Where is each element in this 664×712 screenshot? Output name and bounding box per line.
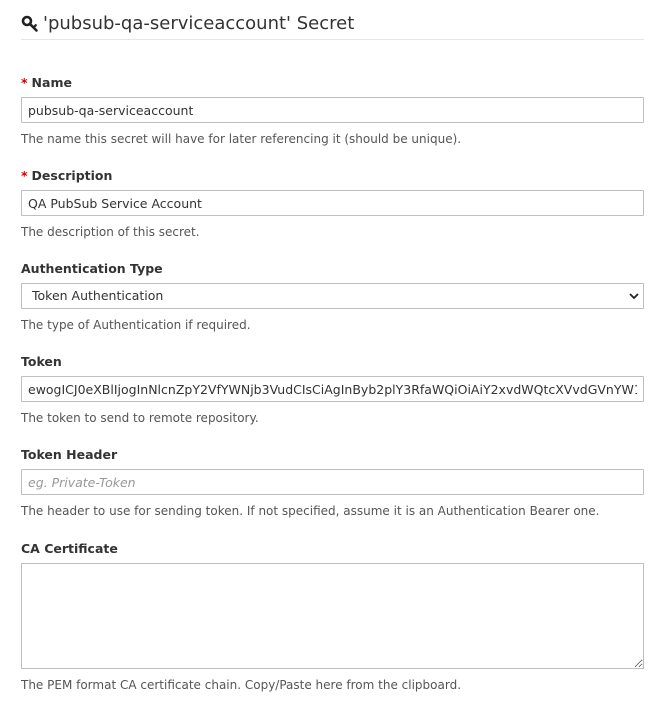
token-header-help: The header to use for sending token. If not specified, assume it is an Authentication Bearer one.: [21, 504, 600, 518]
auth-type-selected-value: Token Authentication: [32, 288, 164, 303]
token-help: The token to send to remote repository.: [21, 411, 259, 425]
name-label: * Name: [21, 75, 72, 90]
key-icon: [21, 15, 39, 33]
token-header-input[interactable]: [21, 469, 644, 495]
name-group: [21, 75, 644, 147]
required-marker: *: [21, 75, 28, 90]
ca-certificate-help: The PEM format CA certificate chain. Copy/Paste here from the clipboard.: [21, 678, 462, 692]
required-marker: *: [21, 168, 28, 183]
page-header: [21, 11, 644, 40]
auth-type-group: [21, 261, 644, 333]
description-group: [21, 168, 644, 240]
description-label: * Description: [21, 168, 113, 183]
auth-type-select[interactable]: [21, 283, 644, 309]
token-group: [21, 354, 644, 426]
auth-type-label: Authentication Type: [21, 261, 163, 276]
description-input[interactable]: [21, 190, 644, 216]
token-label: Token: [21, 354, 62, 369]
ca-certificate-group: [21, 541, 644, 693]
auth-type-help: The type of Authentication if required.: [21, 318, 251, 332]
description-help: The description of this secret.: [21, 225, 200, 239]
page-title: 'pubsub-qa-serviceaccount' Secret: [43, 13, 355, 34]
name-help: The name this secret will have for later referencing it (should be unique).: [21, 132, 462, 146]
name-input[interactable]: [21, 97, 644, 123]
chevron-down-icon: [629, 292, 639, 300]
token-header-label: Token Header: [21, 447, 118, 462]
ca-certificate-textarea[interactable]: [21, 563, 644, 669]
token-input[interactable]: [21, 376, 644, 402]
token-header-group: [21, 447, 644, 519]
ca-certificate-label: CA Certificate: [21, 541, 118, 556]
